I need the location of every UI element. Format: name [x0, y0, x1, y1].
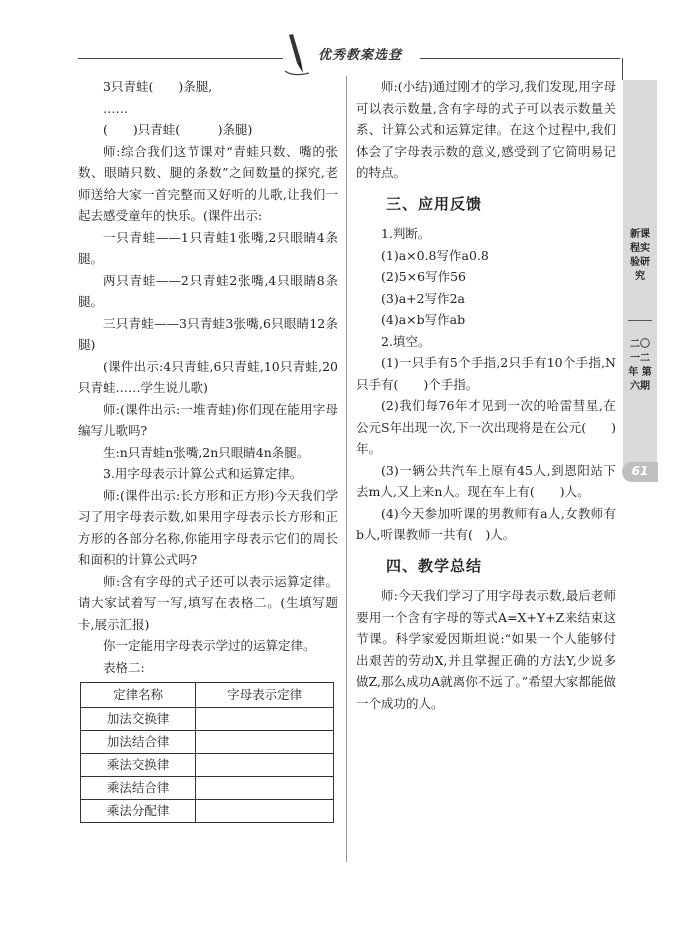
paragraph: 一只青蛙——1只青蛙1张嘴,2只眼睛4条腿。 — [78, 229, 338, 266]
table-row — [81, 777, 334, 800]
section-heading-summary: 四、教学总结 — [386, 556, 483, 575]
paragraph: 师:(课件出示:一堆青蛙)你们现在能用字母编写儿歌吗? — [78, 401, 338, 438]
paragraph: 师:含有字母的式子还可以表示运算定律。请大家试着写一写,填写在表格二。(生填写题卡,展示汇报) — [78, 573, 338, 632]
paragraph: 生:n只青蛙n张嘴,2n只眼睛4n条腿。 — [103, 444, 310, 460]
paragraph: …… — [103, 100, 128, 116]
paragraph: 师:今天我们学习了用字母表示数,最后老师要用一个含有字母的等式A=X+Y+Z来结束这节课。科学家爱因斯坦说:“如果一个人能够付出艰苦的劳动X,并且掌握正确的方法Y,少说多做Z,那么成功A就离你不远了。”希望大家都能做一个成功的人。 — [356, 588, 616, 711]
law-table — [80, 682, 334, 823]
paragraph: 3只青蛙( )条腿, — [103, 79, 213, 94]
paragraph: (2)5×6写作56 — [381, 269, 466, 284]
paragraph: 师:(课件出示:长方形和正方形)今天我们学习了用字母表示数,如果用字母表示长方形和正方形的各部分名称,你能用字母表示它们的周长和面积的计算公式吗? — [78, 487, 338, 567]
sidebar-divider — [628, 320, 652, 321]
paragraph: (1)a×0.8写作a0.8 — [381, 247, 489, 263]
table-header-cell: 定律名称 — [81, 683, 196, 708]
table-cell-empty — [196, 731, 334, 754]
section-heading-application: 三、应用反馈 — [386, 194, 483, 213]
sidebar-issue: 二〇一二年 第六期 — [628, 339, 652, 392]
paragraph: 三只青蛙——3只青蛙3张嘴,6只眼睛12条腿) — [78, 315, 338, 352]
header-title: 优秀教案选登 — [318, 48, 403, 63]
table-row — [81, 731, 334, 754]
paragraph: (1)一只手有5个手指,2只手有10个手指,N只手有( )个手指。 — [356, 355, 616, 392]
table-row — [81, 708, 334, 731]
column-divider — [346, 76, 347, 862]
table-cell: 加法交换律 — [81, 708, 196, 731]
table-cell-empty — [196, 754, 334, 777]
table-cell: 加法结合律 — [81, 731, 196, 754]
paragraph: (4)今天参加听课的男教师有a人,女教师有b人,听课教师一共有( )人。 — [356, 505, 616, 542]
table-cell: 乘法分配律 — [81, 800, 196, 823]
page-number: 61 — [631, 464, 649, 478]
paragraph: 1.判断。 — [381, 226, 431, 241]
paragraph: (2)我们每76年才见到一次的哈雷彗星,在公元S年出现一次,下一次出现将是在公元( )年。 — [356, 398, 616, 456]
header-vertical-rule — [622, 58, 623, 80]
paragraph: 师:(小结)通过刚才的学习,我们发现,用字母可以表示数量,含有字母的式子可以表示数量关系、计算公式和运算定律。在这个过程中,我们体会了字母表示数的意义,感受到了它简明易记的特点。 — [356, 79, 616, 180]
paragraph: 两只青蛙——2只青蛙2张嘴,4只眼睛8条腿。 — [78, 272, 338, 309]
sidebar-journal-name: 新课程实验研究 — [630, 229, 650, 282]
paragraph: 你一定能用字母表示学过的运算定律。 — [103, 638, 316, 653]
table-cell-empty — [196, 708, 334, 731]
paragraph: (3)一辆公共汽车上原有45人,到恩阳站下去m人,又上来n人。现在车上有( )人。 — [356, 462, 616, 499]
table-cell: 乘法交换律 — [81, 754, 196, 777]
paragraph: 表格二: — [103, 659, 145, 675]
table-header-cell: 字母表示定律 — [196, 683, 334, 708]
paragraph: (3)a+2写作2a — [381, 290, 465, 306]
paragraph: (课件出示:4只青蛙,6只青蛙,10只青蛙,20只青蛙……学生说儿歌) — [78, 358, 338, 395]
paragraph: 师:综合我们这节课对“青蛙只数、嘴的张数、眼睛只数、腿的条数”之间数量的探究,老师送给大家一首完整而又好听的儿歌,让我们一起去感受童年的快乐。(课件出示: — [78, 143, 338, 223]
table-cell-empty — [196, 800, 334, 823]
table-header-row — [81, 683, 334, 708]
header-rule-left — [78, 58, 283, 59]
left-column — [78, 76, 338, 823]
table-cell-empty — [196, 777, 334, 800]
paragraph: (4)a×b写作ab — [381, 312, 466, 327]
header-rule-right — [420, 58, 620, 59]
paragraph: 2.填空。 — [381, 333, 431, 349]
pen-nib-icon — [283, 33, 311, 77]
right-column — [356, 76, 616, 714]
paragraph: 3.用字母表示计算公式和运算定律。 — [103, 466, 303, 481]
paragraph: ( )只青蛙( )条腿) — [103, 122, 253, 137]
table-cell: 乘法结合律 — [81, 777, 196, 800]
table-row — [81, 800, 334, 823]
table-row — [81, 754, 334, 777]
